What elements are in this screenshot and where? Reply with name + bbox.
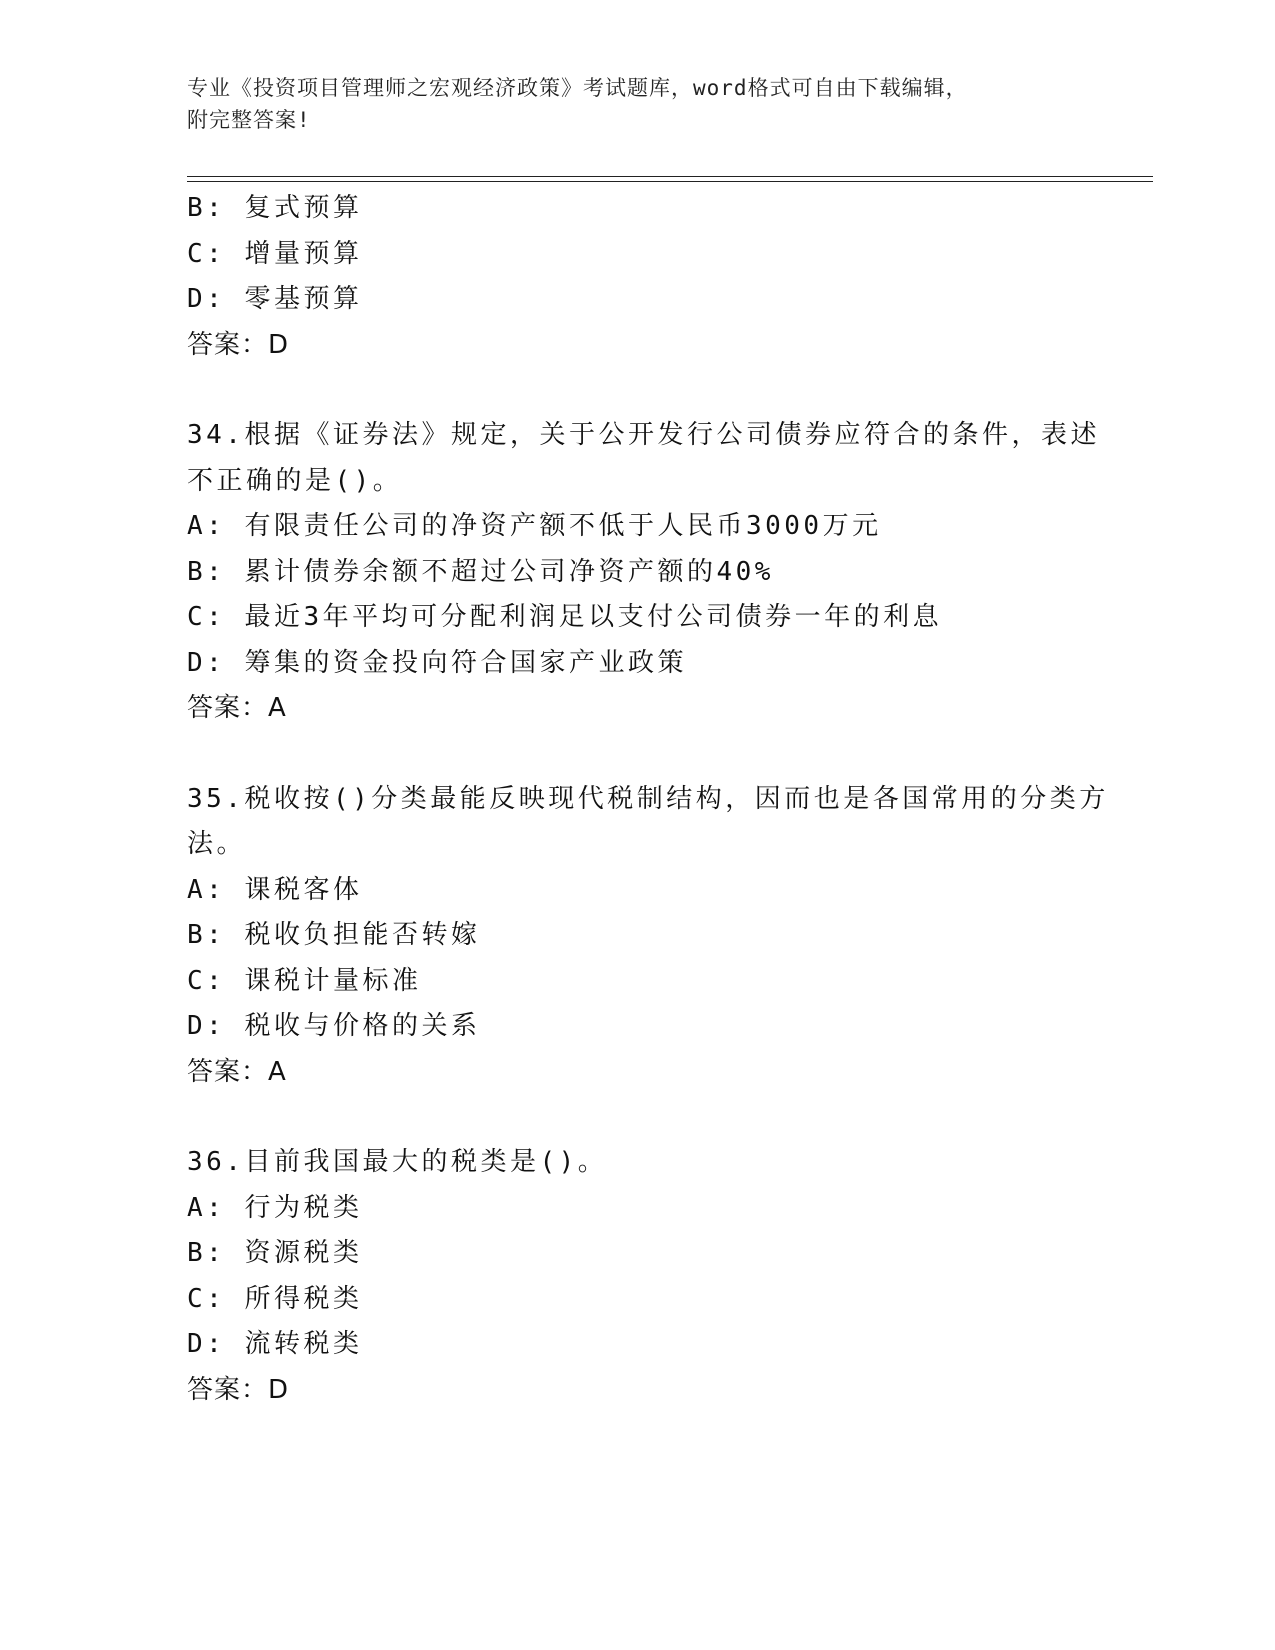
question-stem-line-1: 34.根据《证券法》规定，关于公开发行公司债券应符合的条件，表述: [187, 420, 1100, 450]
answer-line: 答案：A: [187, 693, 287, 723]
option-c: C: 所得税类: [187, 1283, 363, 1314]
option-a: A: 课税客体: [187, 874, 363, 905]
option-a: A: 有限责任公司的净资产额不低于人民币3000万元: [187, 511, 882, 541]
option-d: D: 零基预算: [187, 284, 363, 314]
question-block-35: [187, 777, 1109, 1096]
option-b: B: 累计债券余额不超过公司净资产额的40%: [187, 556, 774, 587]
option-b: B: 资源税类: [187, 1238, 363, 1268]
question-block-34: [187, 413, 1100, 732]
option-d: D: 税收与价格的关系: [187, 1011, 481, 1041]
option-a: A: 行为税类: [187, 1192, 363, 1223]
answer-line: 答案：A: [187, 1056, 287, 1087]
option-d: D: 筹集的资金投向符合国家产业政策: [187, 647, 687, 678]
option-d: D: 流转税类: [187, 1329, 363, 1359]
spacer: [187, 732, 1087, 777]
question-block-prev: [187, 186, 1087, 368]
option-c: C: 课税计量标准: [187, 965, 422, 996]
header-line-1: 专业《投资项目管理师之宏观经济政策》考试题库，word格式可自由下载编辑，: [187, 76, 968, 100]
answer-line: 答案：D: [187, 329, 290, 360]
option-c: C: 增量预算: [187, 238, 363, 269]
question-stem-line-2: 不正确的是()。: [187, 465, 403, 496]
question-stem-line-1: 36.目前我国最大的税类是()。: [187, 1147, 608, 1177]
option-c: C: 最近3年平均可分配利润足以支付公司债券一年的利息: [187, 602, 943, 632]
question-stem-line-1: 35.税收按()分类最能反映现代税制结构，因而也是各国常用的分类方: [187, 783, 1109, 814]
option-b: B: 复式预算: [187, 193, 363, 223]
document-header: [187, 72, 1087, 136]
answer-line: 答案：D: [187, 1374, 290, 1405]
header-divider-bottom: [187, 181, 1153, 182]
question-list: [187, 186, 1109, 1413]
header-divider-top: [187, 176, 1153, 177]
option-b: B: 税收负担能否转嫁: [187, 920, 481, 950]
spacer: [187, 1095, 1087, 1140]
spacer: [187, 368, 1087, 413]
question-block-36: [187, 1140, 1087, 1413]
question-stem-line-2: 法。: [187, 829, 247, 859]
header-line-2: 附完整答案!: [187, 108, 311, 132]
